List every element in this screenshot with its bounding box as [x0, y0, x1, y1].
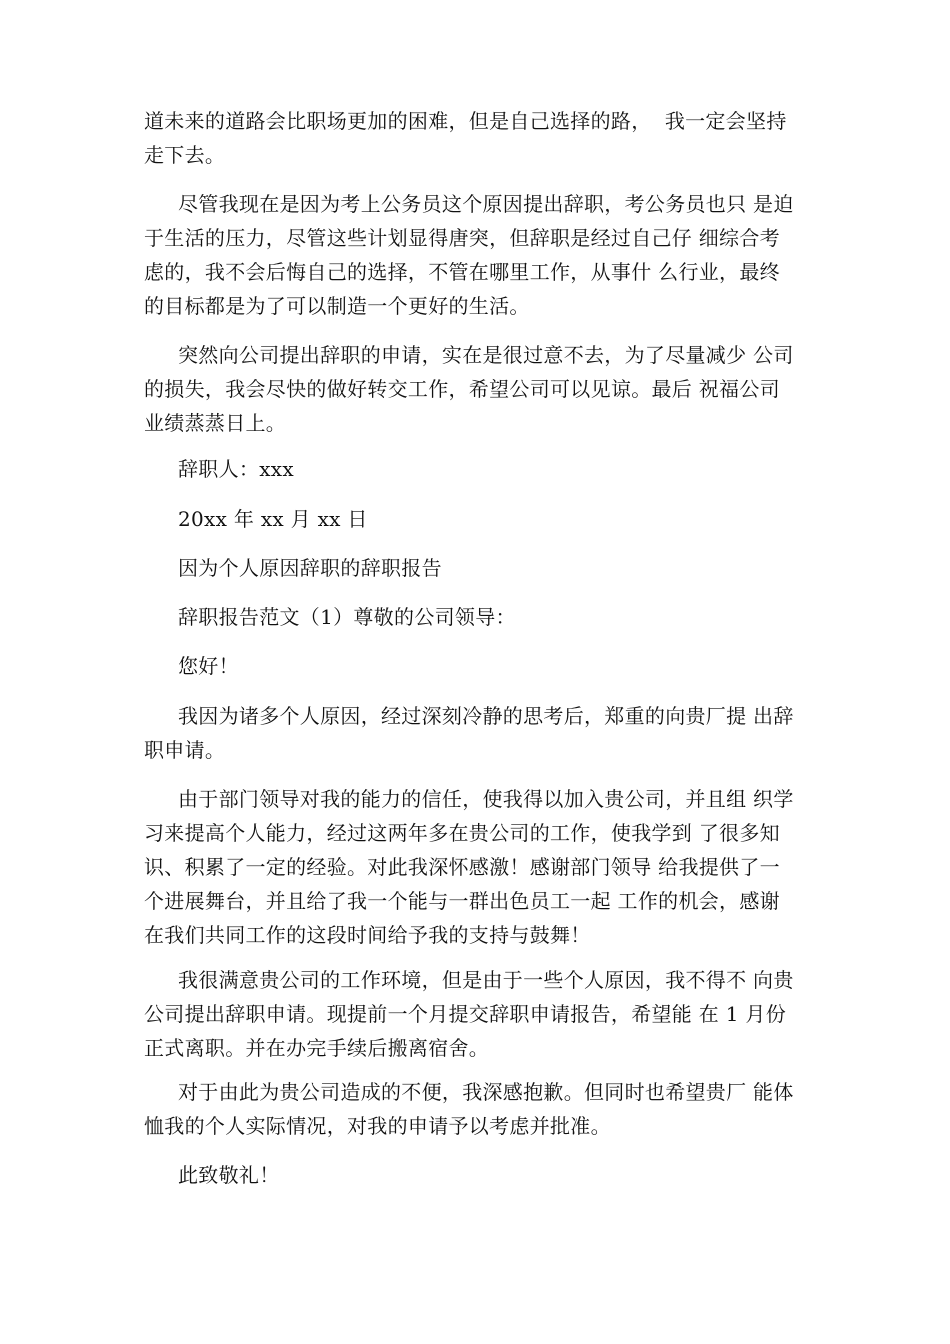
- text-line: 我很满意贵公司的工作环境，但是由于一些个人原因，我不得不 向贵: [178, 968, 794, 992]
- date-line: [144, 502, 834, 536]
- signature-line: [144, 452, 834, 486]
- text-line: 辞职报告范文（1）尊敬的公司领导：: [178, 605, 516, 629]
- text-line: 20xx 年 xx 月 xx 日: [178, 507, 368, 531]
- text-line: 识、积累了一定的经验。对此我深怀感激！感谢部门领导 给我提供了一: [144, 855, 780, 879]
- closing: [144, 1158, 834, 1192]
- paragraph-apology: [144, 338, 834, 440]
- text-line: 习来提高个人能力，经过这两年多在贵公司的工作，使我学到 了很多知: [144, 821, 780, 845]
- text-line: 走下去。: [144, 143, 226, 167]
- text-line: 对于由此为贵公司造成的不便，我深感抱歉。但同时也希望贵厂 能体: [178, 1080, 794, 1104]
- text-line: 突然向公司提出辞职的申请，实在是很过意不去，为了尽量减少 公司: [178, 343, 794, 367]
- paragraph-civil-service: [144, 187, 834, 323]
- text-line: 于生活的压力，尽管这些计划显得唐突，但辞职是经过自己仔 细综合考: [144, 226, 780, 250]
- text-line: 辞职人：xxx: [178, 457, 294, 481]
- text-line: 您好！: [178, 654, 239, 678]
- paragraph-notice: [144, 963, 834, 1065]
- text-line: 虑的，我不会后悔自己的选择，不管在哪里工作，从事什 么行业，最终: [144, 260, 780, 284]
- paragraph-gratitude: [144, 782, 834, 952]
- text-line: 正式离职。并在办完手续后搬离宿舍。: [144, 1036, 490, 1060]
- text-line: 个进展舞台，并且给了我一个能与一群出色员工一起 工作的机会，感谢: [144, 889, 780, 913]
- paragraph-resignation-request: [144, 699, 834, 767]
- text-line: 业绩蒸蒸日上。: [144, 411, 287, 435]
- text-line: 在我们共同工作的这段时间给予我的支持与鼓舞！: [144, 923, 591, 947]
- paragraph-regret: [144, 1075, 834, 1143]
- text-line: 公司提出辞职申请。现提前一个月提交辞职申请报告，希望能 在 1 月份: [144, 1002, 786, 1026]
- text-line: 的目标都是为了可以制造一个更好的生活。: [144, 294, 530, 318]
- text-line: 的损失，我会尽快的做好转交工作，希望公司可以见谅。最后 祝福公司: [144, 377, 780, 401]
- text-line: 尽管我现在是因为考上公务员这个原因提出辞职，考公务员也只 是迫: [178, 192, 794, 216]
- text-line: 因为个人原因辞职的辞职报告: [178, 556, 442, 580]
- text-line: 由于部门领导对我的能力的信任，使我得以加入贵公司，并且组 织学: [178, 787, 794, 811]
- text-line: 恤我的个人实际情况，对我的申请予以考虑并批准。: [144, 1114, 611, 1138]
- text-line: 职申请。: [144, 738, 226, 762]
- section-title: [144, 551, 834, 585]
- text-line: 此致敬礼！: [178, 1163, 280, 1187]
- paragraph-continuation: [144, 104, 834, 172]
- letter-salutation: [144, 600, 834, 634]
- greeting: [144, 649, 834, 683]
- text-line: 道未来的道路会比职场更加的困难，但是自己选择的路， 我一定会坚持: [144, 109, 787, 133]
- text-line: 我因为诸多个人原因，经过深刻冷静的思考后，郑重的向贵厂提 出辞: [178, 704, 794, 728]
